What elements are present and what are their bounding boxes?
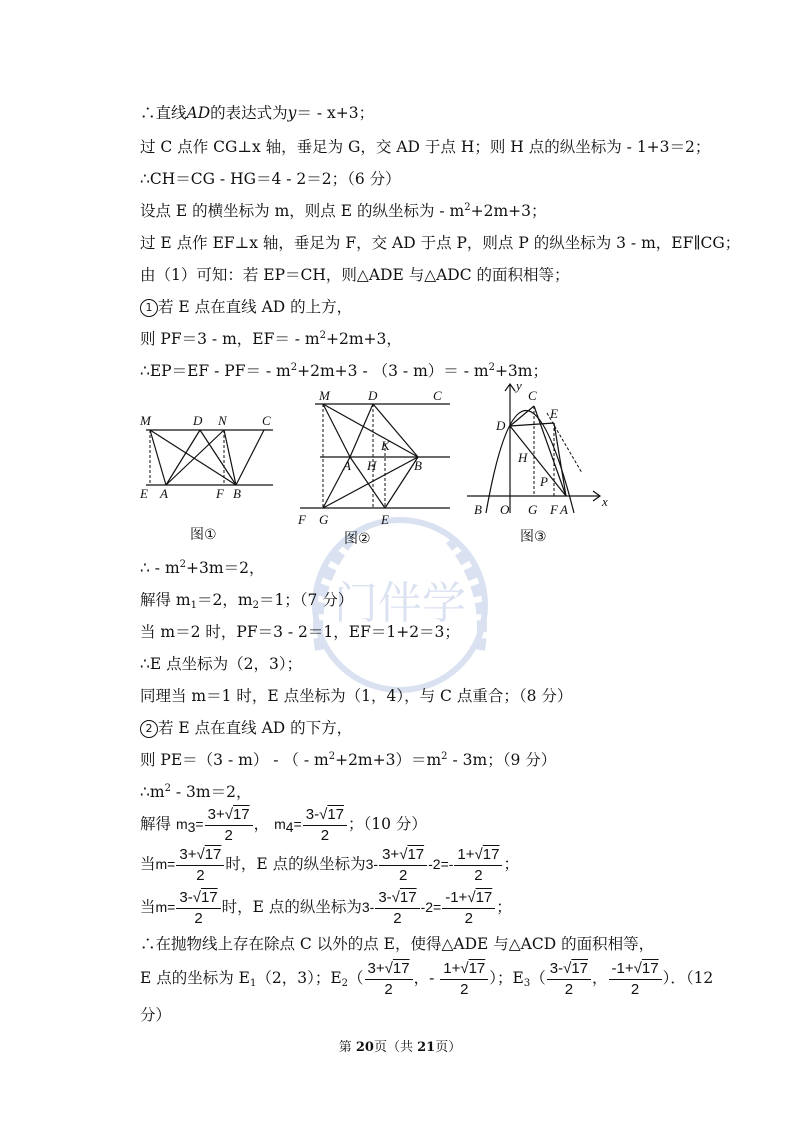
figure-3-caption: 图③ [520,529,547,545]
figure-1 [138,410,278,500]
label-A: A [560,502,568,517]
fraction: $\frac{-1+√17}{2}$ [442,889,495,928]
line-17: $\therefore m^2 - 3m=2$， [140,783,252,801]
line-14: 同理当 m＝1 时，E 点坐标为（1，4），与 C 点重合；（8 分） [140,687,573,705]
line-13: ∴E 点坐标为（2，3）； [140,655,303,673]
fraction: $\frac{3-√17}{2}$ [176,889,220,928]
figure-3 [462,378,612,528]
label-x: x [602,494,608,509]
line-4: 设点 E 的横坐标为 m，则点 E 的纵坐标为 - $m^2+2m+3$； [140,202,547,220]
fraction: $\frac{3+√17}{2}$ [205,806,253,845]
circled-number: 2 [140,720,158,738]
line-23: 分） [140,1006,172,1024]
line-7: 1 若 E 点在直线 AD 的上方， [140,297,352,317]
label-E: E [550,406,558,421]
label-C: C [528,388,537,403]
line-1: ∴直线AD的表达式为y＝ - x+3； [140,104,375,122]
label-N: N [218,413,227,428]
label-O: O [500,502,510,517]
line-5: 过 E 点作 EF⊥x 轴，垂足为 F，交 AD 于点 P，则点 P 的纵坐标为 3 - m，EF∥CG； [140,234,741,252]
label-M: M [140,413,151,428]
label-C: C [262,413,271,428]
line-15: 2 若 E 点在直线 AD 的下方， [140,718,352,738]
label-K: K [381,438,390,453]
label-D: D [368,388,378,403]
fraction: $\frac{3-√17}{2}$ [375,889,419,928]
label-C: C [433,388,442,403]
label-y: y [516,378,522,393]
line-9: ∴EP＝EF - $PF= - m^2+2m+3 - (3 - m)= - m^2+3m$； [140,362,548,380]
line-16: 则 PE＝（3 - m） - （ - $m^2+2m+3)=m^2 - 3m$；（9 分） [140,751,557,769]
circled-number: 1 [140,299,158,317]
label-F: F [216,486,224,500]
line-8: 则 PF＝3 - m，$EF= - m^2+2m+3$， [140,330,402,348]
line-3: ∴CH＝CG - HG＝4 - 2＝2；（6 分） [140,170,401,188]
fraction: $\frac{1+√17}{2}$ [440,960,488,999]
line-11: 解得 $m_1=2$，$m_2=1$；（7 分） [140,591,354,611]
label-G: G [528,502,538,517]
line-18: 解得 $m_3=$ $\frac{3+√17}{2}$ ， $m_4=$ $\frac{3-√17}{2}$ ；（10 分） [140,805,427,844]
fraction: $\frac{3+√17}{2}$ [365,960,413,999]
label-H: H [367,458,377,473]
label-A: A [343,458,351,473]
fraction: $\frac{3+√17}{2}$ [379,846,427,885]
label-M: M [319,388,330,403]
line-10: ∴ - $m^2+3m=2$， [140,559,265,577]
line-2: 过 C 点作 CG⊥x 轴，垂足为 G，交 AD 于点 H；则 H 点的纵坐标为 - 1+3＝2； [140,138,711,156]
label-D: D [496,418,506,433]
fraction: $\frac{3-√17}{2}$ [303,806,347,845]
label-B: B [414,458,422,473]
label-P: P [540,474,548,489]
label-F: F [298,512,306,527]
page-footer: 第 20页（共 21页） [338,1040,462,1055]
label-E: E [381,512,389,527]
figure-1-caption: 图① [190,527,217,543]
label-B: B [474,502,482,517]
label-E: E [140,486,148,500]
line-22: E 点的坐标为 $E_1(2$，3）；$E_2$（ $\frac{3+√17}{2}$ ，- $\frac{1+√17}{2}$ ）；$E_3$（ $\frac{3-√17}{2}$ ， $\frac{-1+√17}{2}$ ）．（12 [140,959,714,998]
line-19: 当m= $\frac{3+√17}{2}$ 时，E 点的纵坐标为3- $\frac{3+√17}{2}$ -2=- $\frac{1+√17}{2}$ ； [140,845,519,884]
line-21: ∴在抛物线上存在除点 C 以外的点 E，使得△ADE 与△ACD 的面积相等， [140,935,655,953]
fraction: $\frac{1+√17}{2}$ [454,846,502,885]
figure-2-caption: 图② [344,531,371,547]
fraction: $\frac{3-√17}{2}$ [547,960,591,999]
label-G: G [319,512,329,527]
label-H: H [518,450,528,465]
label-D: D [193,413,203,428]
line-12: 当 m＝2 时，PF＝3 - 2＝1，EF＝1+2＝3； [140,623,460,641]
figure-2 [295,388,455,528]
fraction: $\frac{-1+√17}{2}$ [609,960,662,999]
line-6: 由（1）可知：若 EP＝CH，则△ADE 与△ADC 的面积相等； [140,266,570,284]
label-F: F [550,502,558,517]
line-20: 当m= $\frac{3-√17}{2}$ 时，E 点的纵坐标为3- $\frac{3-√17}{2}$ -2= $\frac{-1+√17}{2}$ ； [140,888,512,927]
label-A: A [160,486,168,500]
fraction: $\frac{3+√17}{2}$ [176,846,224,885]
watermark-text: 门伴学 [334,578,466,629]
label-B: B [233,486,241,500]
